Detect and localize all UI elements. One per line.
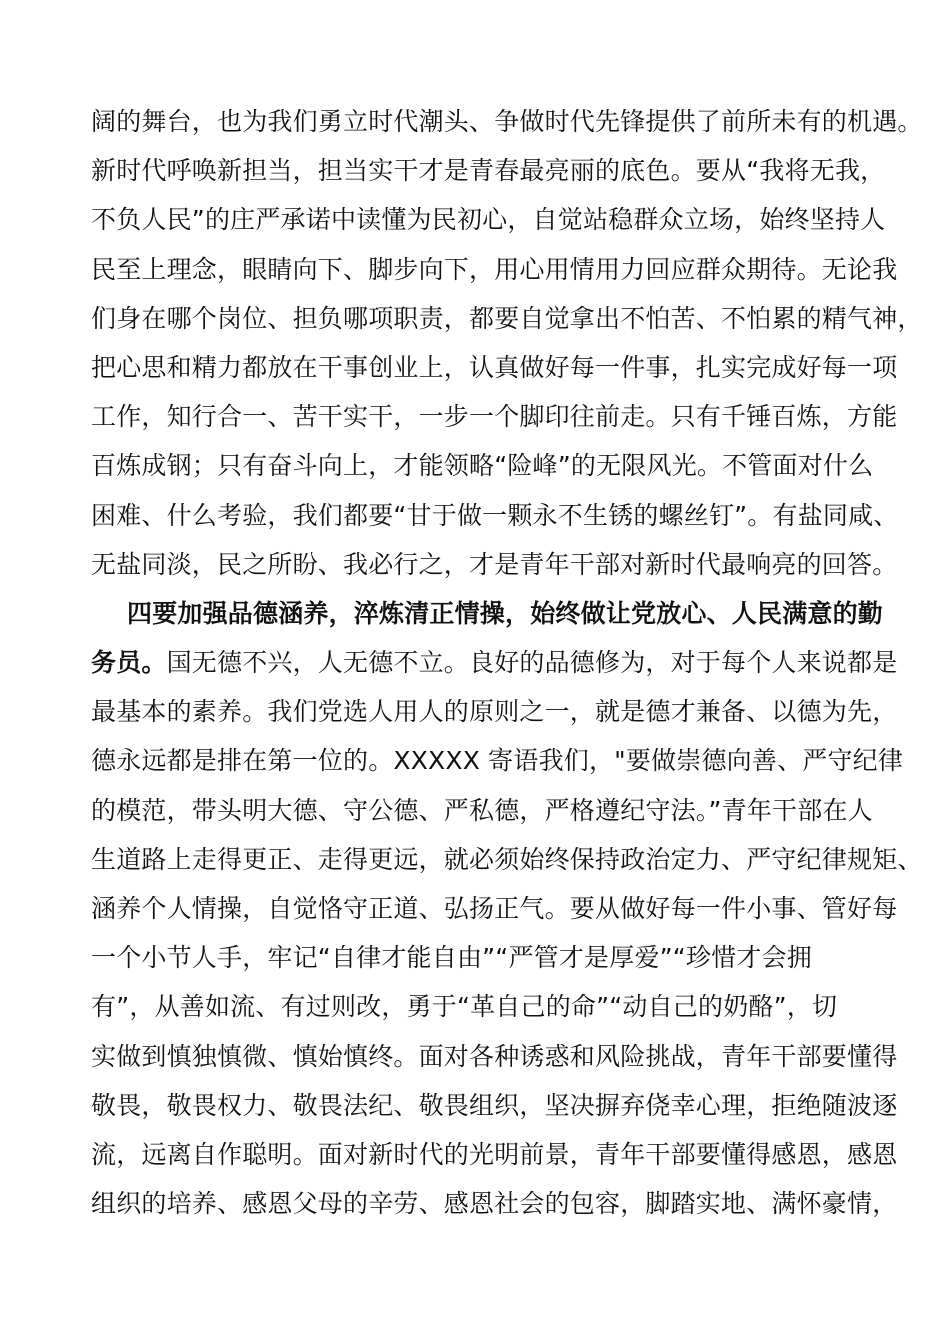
text-line: 不负人民”的庄严承诺中读懂为民初心，自觉站稳群众立场，始终坚持人: [91, 205, 886, 235]
text-line: 百炼成钢；只有奋斗向上，才能领略“险峰”的无限风光。不管面对什么: [91, 451, 874, 481]
text-line: 无盐同淡，民之所盼、我必行之，才是青年干部对新时代最响亮的回答。: [91, 549, 898, 579]
text-line: 一个小节人手，牢记“自律才能自由”“严管才是厚爱”“珍惜才会拥: [91, 943, 812, 973]
text-line: 困难、什么考验，我们都要“甘于做一颗永不生锈的螺丝钉”。有盐同咸、: [91, 500, 899, 530]
section-heading-line: [91, 589, 884, 638]
text-line: 流，远离自作聪明。面对新时代的光明前景，青年干部要懂得感恩，感恩: [91, 1139, 898, 1169]
document-body: [91, 97, 923, 1228]
text-line: 实做到慎独慎微、慎始慎终。面对各种诱惑和风险挑战，青年干部要懂得: [91, 1041, 898, 1071]
text-line: 涵养个人情操，自觉恪守正道、弘扬正气。要从做好每一件小事、管好每: [91, 894, 898, 923]
text-line: 们身在哪个岗位、担负哪项职责，都要自觉拿出不怕苦、不怕累的精气神，: [91, 303, 923, 333]
section-heading-end: 务员。: [91, 648, 167, 678]
text-line: 阔的舞台，也为我们勇立时代潮头、争做时代先锋提供了前所未有的机遇。: [91, 107, 923, 136]
text-line: 生道路上走得更正、走得更远，就必须始终保持政治定力、严守纪律规矩、: [91, 844, 923, 874]
text-line: 的模范，带头明大德、守公德、严私德，严格遵纪守法。”青年干部在人: [91, 795, 873, 825]
text-line: 新时代呼唤新担当，担当实干才是青春最亮丽的底色。要从“我将无我，: [91, 156, 886, 186]
text-line: 有”，从善如流、有过则改，勇于“革自己的命”“动自己的奶酪”，切: [91, 992, 838, 1022]
text-line: 敬畏，敬畏权力、敬畏法纪、敬畏组织，坚决摒弃侥幸心理，拒绝随波逐: [91, 1090, 898, 1120]
text-line: 民至上理念，眼睛向下、脚步向下，用心用情用力回应群众期待。无论我: [91, 254, 898, 284]
text-fragment: 国无德不兴，人无德不立。良好的品德修为，对于每个人来说都是: [166, 648, 898, 678]
section-heading: 四要加强品德涵养，淬炼清正情操，始终做让党放心、人民满意的勤: [127, 598, 884, 628]
text-line: 工作，知行合一、苦干实干，一步一个脚印往前走。只有千锤百炼，方能: [91, 402, 898, 432]
text-line: 最基本的素养。我们党选人用人的原则之一，就是德才兼备、以德为先，: [91, 697, 898, 727]
text-line: 组织的培养、感恩父母的辛劳、感恩社会的包容，脚踏实地、满怀豪情，: [91, 1189, 898, 1219]
text-line: 把心思和精力都放在干事创业上，认真做好每一件事，扎实完成好每一项: [91, 352, 898, 382]
text-line: 德永远都是排在第一位的。XXXXX 寄语我们，"要做崇德向善、严守纪律: [91, 746, 904, 776]
text-line: [91, 638, 898, 687]
